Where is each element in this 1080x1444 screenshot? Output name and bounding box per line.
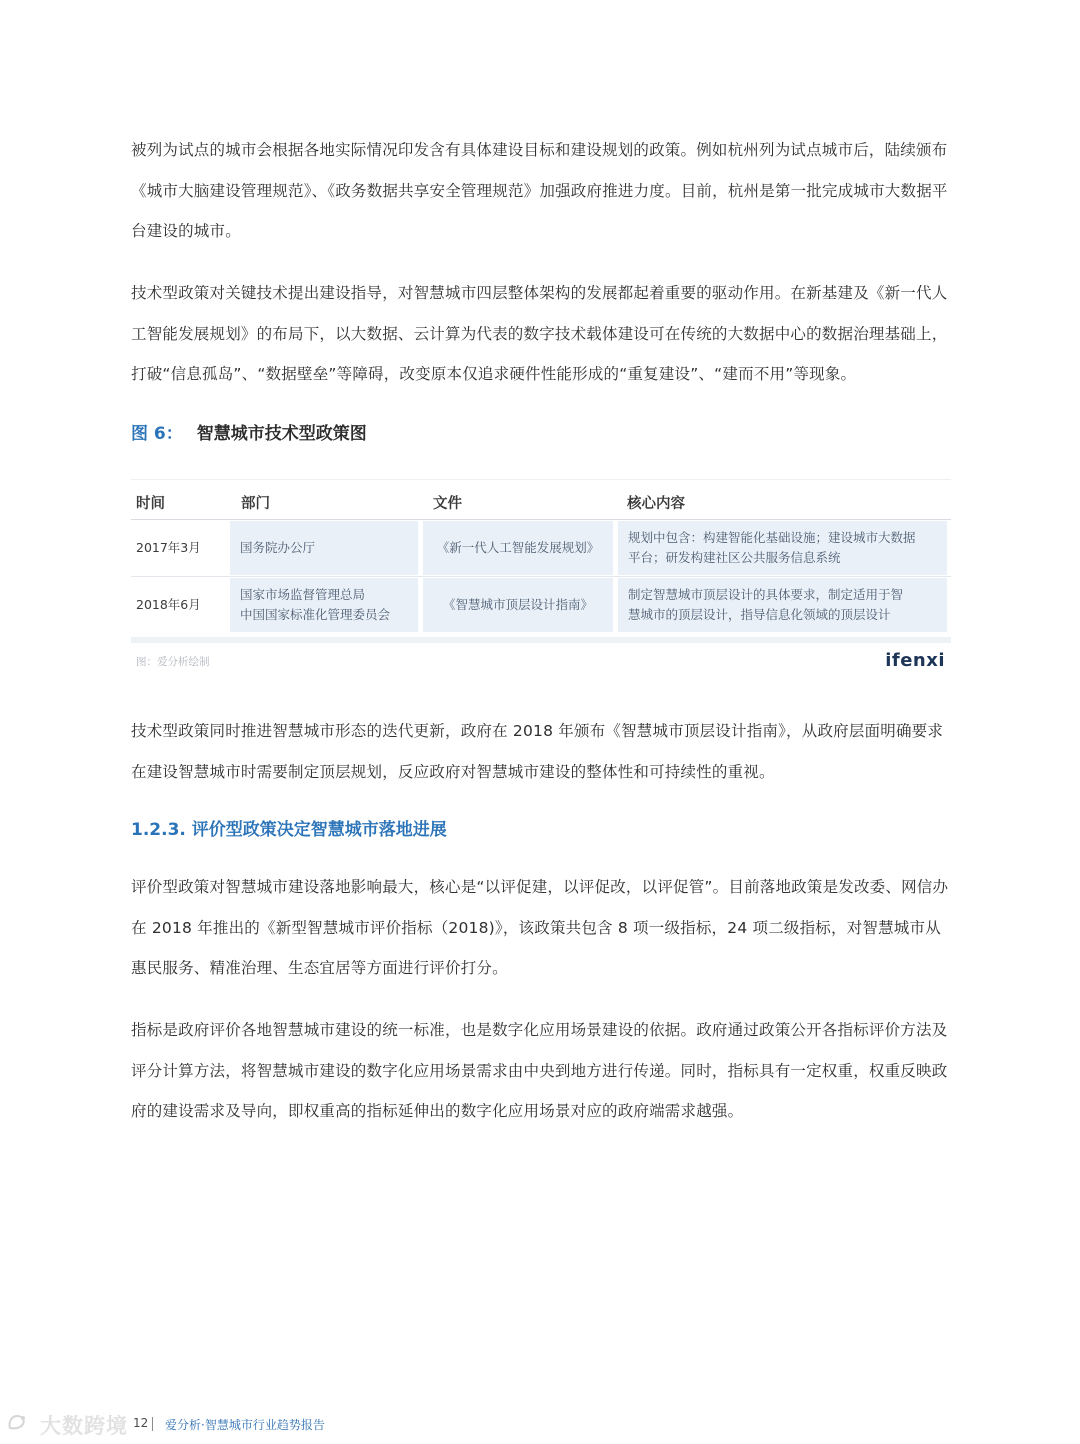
- paragraph-2: 技术型政策对关键技术提出建设指导，对智慧城市四层整体架构的发展都起着重要的驱动作用。在新基建及《新一代人工智能发展规划》的布局下，以大数据、云计算为代表的数字技术载体建设可在传统的大数据中心的数据治理基础上，打破“信息孤岛”、“数据壁垒”等障碍，改变原本仅追求硬件性能形成的“重复建设”、“建而不用”等现象。: [131, 284, 948, 383]
- paragraph-3: 技术型政策同时推进智慧城市形态的迭代更新，政府在 2018 年颁布《智慧城市顶层设计指南》，从政府层面明确要求在建设智慧城市时需要制定顶层规划，反应政府对智慧城市建设的整体性和可持续性的重视。: [131, 722, 944, 781]
- watermark-text: 大数跨境: [40, 1414, 128, 1438]
- footer-divider: [152, 1417, 153, 1431]
- table-row-2-doc: 《智慧城市顶层设计指南》: [423, 578, 613, 632]
- watermark-logo-icon: [6, 1412, 28, 1434]
- policy-table-figure: [131, 479, 951, 685]
- table-row-2-content-line-2: 慧城市的顶层设计，指导信息化领域的顶层设计: [628, 607, 891, 622]
- table-row-2-dept-line-1: 国家市场监督管理总局: [240, 587, 366, 602]
- table-row-1-content-line-2: 平台；研发构建社区公共服务信息系统: [628, 550, 841, 565]
- table-row-2-date: 2018年6月: [136, 597, 201, 612]
- page-footer: [0, 1410, 1080, 1440]
- table-header-doc: 文件: [433, 496, 462, 512]
- table-bottom-band: [131, 637, 951, 643]
- page-number: 12: [133, 1416, 149, 1430]
- table-row-1-dept-line-1: 国务院办公厅: [240, 540, 316, 555]
- table-row-1-content: [618, 521, 947, 575]
- table-row-1-dept: [230, 521, 418, 575]
- ifenxi-logo: ifenxi: [885, 650, 945, 671]
- figure-source-note: 图：爱分析绘制: [136, 656, 210, 668]
- paragraph-4: 评价型政策对智慧城市建设落地影响最大，核心是“以评促建，以评促改，以评促管”。目前落地政策是发改委、网信办在 2018 年推出的《新型智慧城市评价指标（2018)》，该政策共包含 8 项一级指标，24 项二级指标，对智慧城市从惠民服务、精准治理、生态宜居等方面进行评价打分。: [131, 878, 949, 977]
- table-row-1-doc: 《新一代人工智能发展规划》: [423, 521, 613, 575]
- table-header-time: 时间: [136, 496, 165, 512]
- header-divider: [131, 519, 951, 520]
- figure-title-text: 智慧城市技术型政策图: [196, 424, 367, 444]
- row-divider: [131, 576, 951, 577]
- figure-title: [131, 419, 367, 449]
- table-row-2-dept: [230, 578, 418, 632]
- table-row-2-content-line-1: 制定智慧城市顶层设计的具体要求，制定适用于智: [628, 587, 904, 602]
- table-row-2-dept-line-2: 中国国家标准化管理委员会: [240, 607, 391, 622]
- table-header-dept: 部门: [241, 496, 270, 512]
- paragraph-1: 被列为试点的城市会根据各地实际情况印发含有具体建设目标和建设规划的政策。例如杭州列为试点城市后，陆续颁布《城市大脑建设管理规范》、《政务数据共享安全管理规范》加强政府推进力度。目前，杭州是第一批完成城市大数据平台建设的城市。: [131, 141, 948, 240]
- table-row-2-content: [618, 578, 947, 632]
- table-header-content: 核心内容: [627, 496, 685, 512]
- figure-number: 图 6：: [131, 424, 183, 444]
- paragraph-5: 指标是政府评价各地智慧城市建设的统一标准，也是数字化应用场景建设的依据。政府通过政策公开各指标评价方法及评分计算方法，将智慧城市建设的数字化应用场景需求由中央到地方进行传递。同时，指标具有一定权重，权重反映政府的建设需求及导向，即权重高的指标延伸出的数字化应用场景对应的政府端需求越强。: [131, 1021, 948, 1120]
- section-heading: 1.2.3. 评价型政策决定智慧城市落地进展: [131, 820, 447, 840]
- table-row-1-content-line-1: 规划中包含：构建智能化基础设施；建设城市大数据: [628, 530, 916, 545]
- table-row-1-date: 2017年3月: [136, 540, 201, 555]
- footer-report-title: 爱分析·智慧城市行业趋势报告: [165, 1418, 325, 1432]
